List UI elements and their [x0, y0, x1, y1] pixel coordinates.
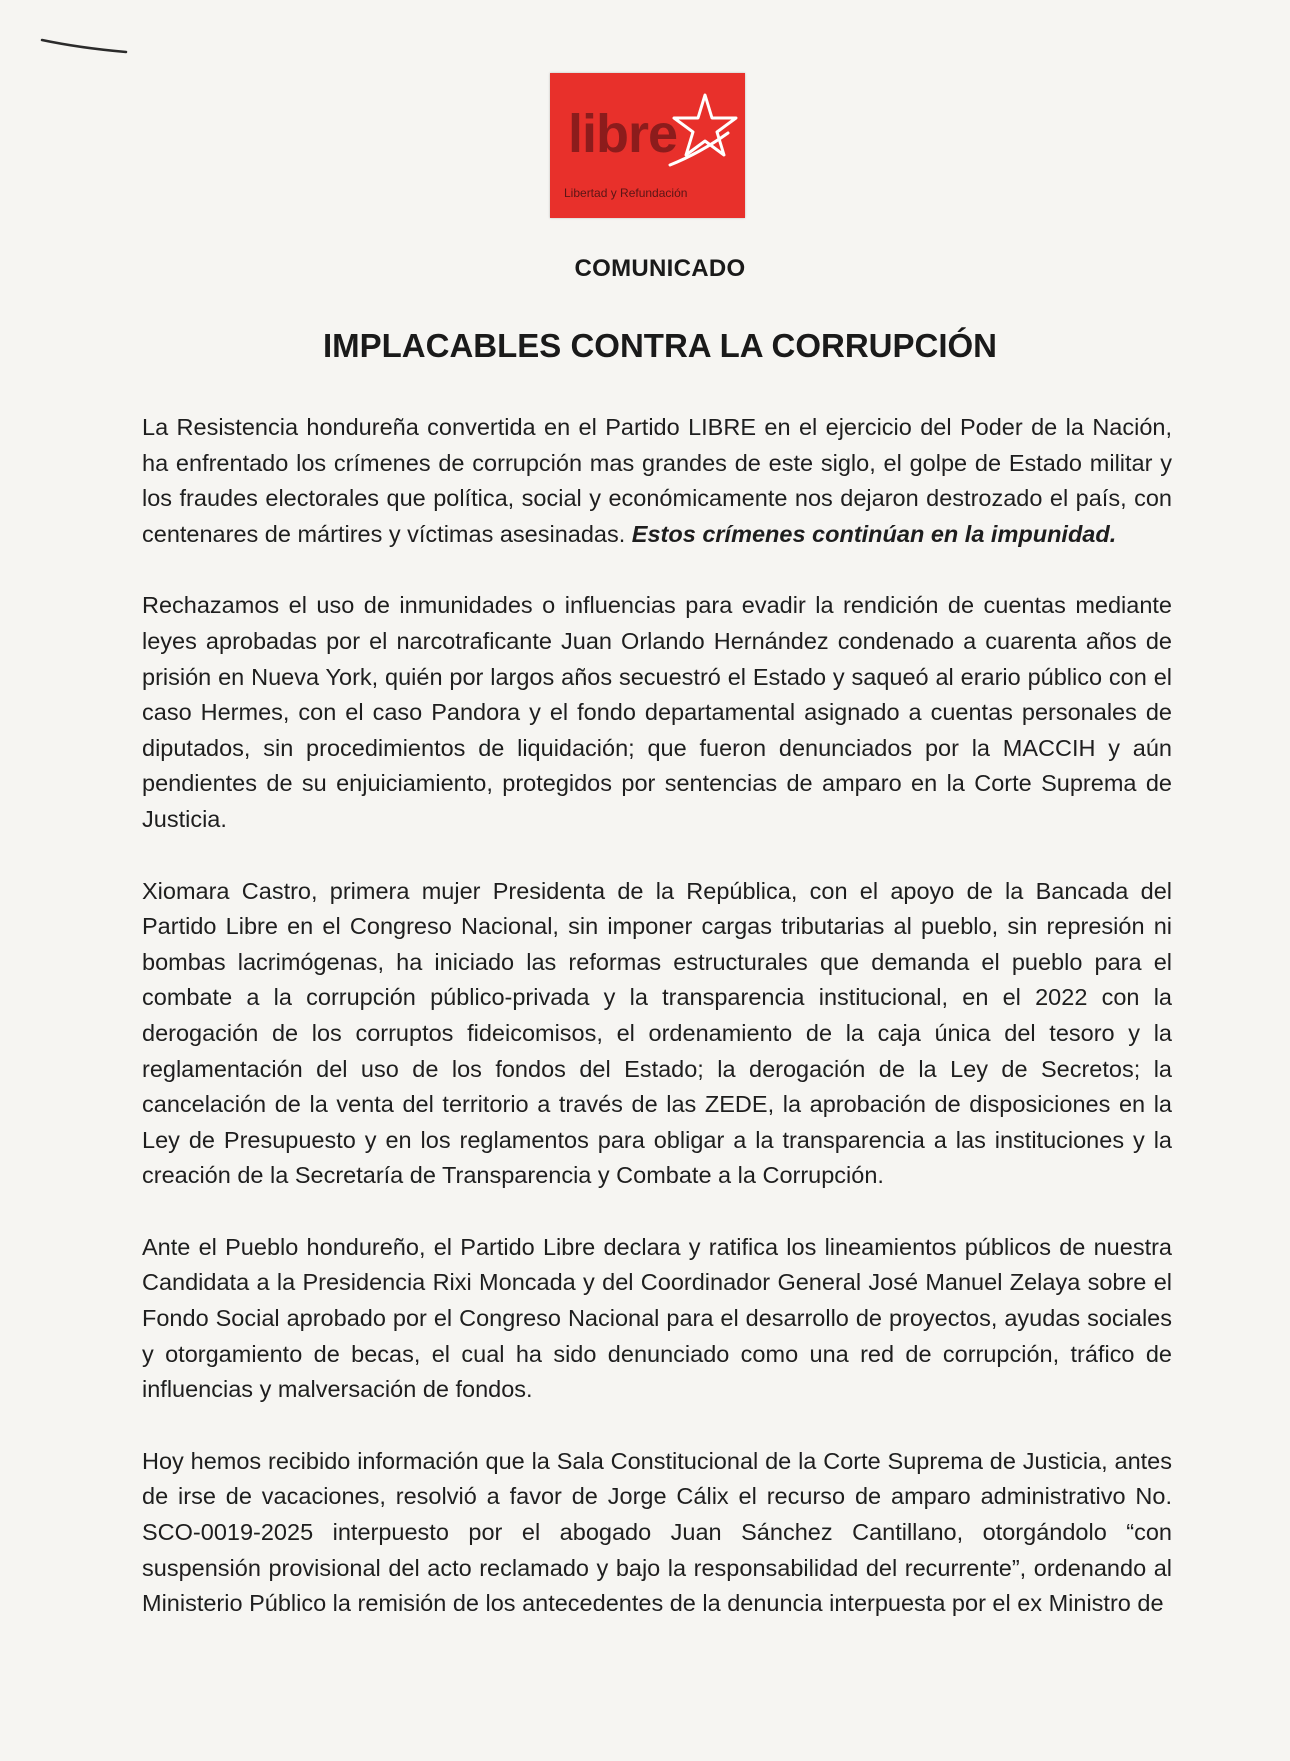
document-title: IMPLACABLES CONTRA LA CORRUPCIÓN: [322, 327, 998, 364]
document-type-label: COMUNICADO: [574, 255, 746, 282]
paragraph-1: [142, 410, 1172, 552]
paragraph-1-text: La Resistencia hondureña convertida en el Partido LIBRE en el ejercicio del Poder de la Nación, ha enfrentado los crímenes de corrupción mas grandes de este siglo, el golpe de Estado militar y los fraudes electorales que política, social y económicamente nos dejaron destrozado el país, con centenares de mártires y víctimas asesinadas.: [142, 414, 1172, 547]
paragraph-1-emphasis: Estos crímenes continúan en la impunidad.: [631, 520, 1117, 547]
party-logo: [550, 73, 745, 218]
document-body: [142, 410, 1172, 1658]
logo-tagline: Libertad y Refundación: [564, 186, 688, 200]
pen-stroke-mark: [40, 34, 130, 56]
paragraph-5: Hoy hemos recibido información que la Sala Constitucional de la Corte Suprema de Justicia, antes de irse de vacaciones, resolvió a favor de Jorge Cálix el recurso de amparo administrativo No. SCO-0019-2025 interpuesto por el abogado Juan Sánchez Cantillano, otorgándolo “con suspensión provisional del acto reclamado y bajo la responsabilidad del recurrente”, ordenando al Ministerio Público la remisión de los antecedentes de la denuncia interpuesta por el ex Ministro de: [142, 1447, 1172, 1617]
paragraph-3: Xiomara Castro, primera mujer Presidenta de la República, con el apoyo de la Bancada del Partido Libre en el Congreso Nacional, sin imponer cargas tributarias al pueblo, sin represión ni bombas lacrimógenas, ha iniciado las reformas estructurales que demanda el pueblo para el combate a la corrupción público-privada y la transparencia institucional, en el 2022 con la derogación de los corruptos fideicomisos, el ordenamiento de la caja única del tesoro y la reglamentación del uso de los fondos del Estado; la derogación de la Ley de Secretos; la cancelación de la venta del territorio a través de las ZEDE, la aprobación de disposiciones en la Ley de Presupuesto y en los reglamentos para obligar a la transparencia a las instituciones y la creación de la Secretaría de Transparencia y Combate a la Corrupción.: [142, 877, 1172, 1189]
paragraph-4: Ante el Pueblo hondureño, el Partido Libre declara y ratifica los lineamientos públicos de nuestra Candidata a la Presidencia Rixi Moncada y del Coordinador General José Manuel Zelaya sobre el Fondo Social aprobado por el Congreso Nacional para el desarrollo de proyectos, ayudas sociales y otorgamiento de becas, el cual ha sido denunciado como una red de corrupción, tráfico de influencias y malversación de fondos.: [142, 1233, 1172, 1403]
paragraph-2: Rechazamos el uso de inmunidades o influencias para evadir la rendición de cuentas mediante leyes aprobadas por el narcotraficante Juan Orlando Hernández condenado a cuarenta años de prisión en Nueva York, quién por largos años secuestró el Estado y saqueó al erario público con el caso Hermes, con el caso Pandora y el fondo departamental asignado a cuentas personales de diputados, sin procedimientos de liquidación; que fueron denunciados por la MACCIH y aún pendientes de su enjuiciamiento, protegidos por sentencias de amparo en la Corte Suprema de Justicia.: [142, 592, 1172, 832]
logo-wordmark: libre: [568, 104, 678, 164]
